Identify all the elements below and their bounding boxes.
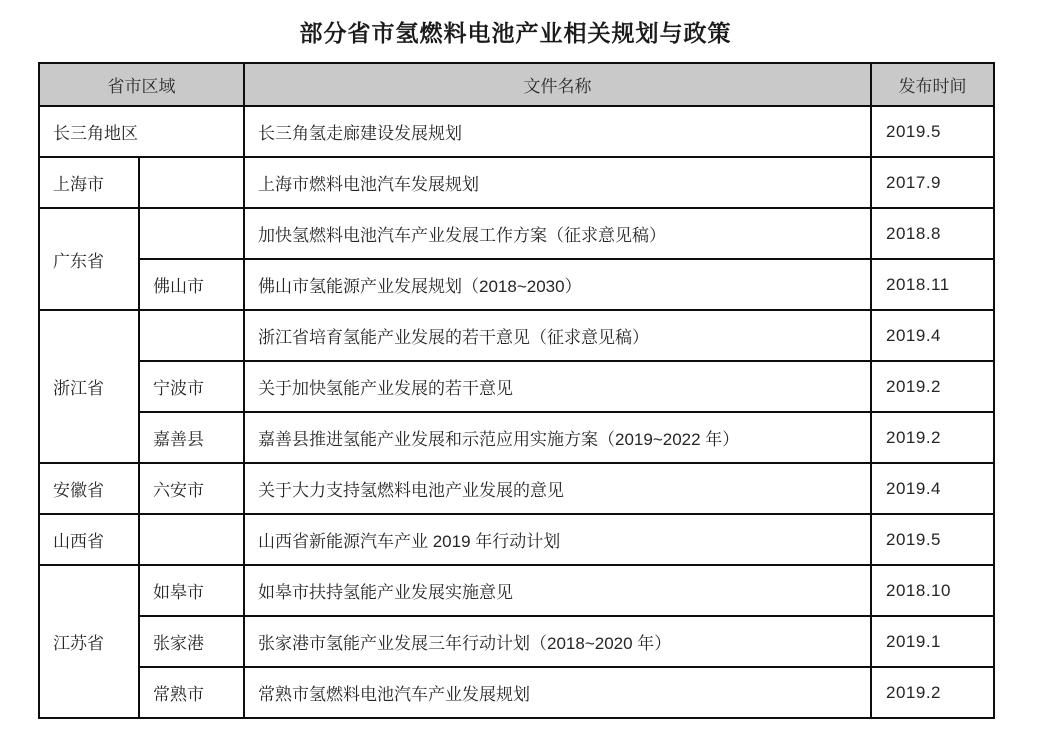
doc-cell: 山西省新能源汽车产业 2019 年行动计划 xyxy=(244,514,871,565)
doc-cell: 常熟市氢燃料电池汽车产业发展规划 xyxy=(244,667,871,718)
province-cell: 上海市 xyxy=(39,157,139,208)
city-cell xyxy=(139,514,244,565)
city-cell: 六安市 xyxy=(139,463,244,514)
date-cell: 2019.2 xyxy=(871,361,994,412)
province-cell: 安徽省 xyxy=(39,463,139,514)
doc-cell: 长三角氢走廊建设发展规划 xyxy=(244,106,871,157)
province-cell: 广东省 xyxy=(39,208,139,310)
city-cell: 如皋市 xyxy=(139,565,244,616)
table-row xyxy=(39,667,994,718)
date-cell: 2018.10 xyxy=(871,565,994,616)
city-cell: 常熟市 xyxy=(139,667,244,718)
table-row xyxy=(39,412,994,463)
table-row xyxy=(39,565,994,616)
date-cell: 2019.1 xyxy=(871,616,994,667)
date-cell: 2019.4 xyxy=(871,463,994,514)
date-cell: 2019.5 xyxy=(871,106,994,157)
policy-table xyxy=(38,62,995,719)
date-cell: 2018.11 xyxy=(871,259,994,310)
city-cell xyxy=(139,208,244,259)
table-row xyxy=(39,157,994,208)
doc-cell: 关于大力支持氢燃料电池产业发展的意见 xyxy=(244,463,871,514)
header-region: 省市区域 xyxy=(39,63,244,106)
doc-cell: 浙江省培育氢能产业发展的若干意见（征求意见稿） xyxy=(244,310,871,361)
city-cell: 佛山市 xyxy=(139,259,244,310)
doc-cell: 嘉善县推进氢能产业发展和示范应用实施方案（2019~2022 年） xyxy=(244,412,871,463)
doc-cell: 上海市燃料电池汽车发展规划 xyxy=(244,157,871,208)
table-header xyxy=(39,63,994,106)
city-cell xyxy=(139,310,244,361)
date-cell: 2018.8 xyxy=(871,208,994,259)
header-row xyxy=(39,63,994,106)
table-body xyxy=(39,106,994,718)
city-cell: 嘉善县 xyxy=(139,412,244,463)
date-cell: 2019.5 xyxy=(871,514,994,565)
table-row xyxy=(39,616,994,667)
table-row xyxy=(39,208,994,259)
table-row xyxy=(39,259,994,310)
doc-cell: 如皋市扶持氢能产业发展实施意见 xyxy=(244,565,871,616)
province-cell: 浙江省 xyxy=(39,310,139,463)
date-cell: 2017.9 xyxy=(871,157,994,208)
table-row xyxy=(39,514,994,565)
table-row xyxy=(39,463,994,514)
table-row xyxy=(39,106,994,157)
header-date: 发布时间 xyxy=(871,63,994,106)
date-cell: 2019.4 xyxy=(871,310,994,361)
header-doc: 文件名称 xyxy=(244,63,871,106)
doc-cell: 张家港市氢能产业发展三年行动计划（2018~2020 年） xyxy=(244,616,871,667)
page-title: 部分省市氢燃料电池产业相关规划与政策 xyxy=(299,20,732,46)
city-cell: 张家港 xyxy=(139,616,244,667)
table-row xyxy=(39,310,994,361)
doc-cell: 关于加快氢能产业发展的若干意见 xyxy=(244,361,871,412)
province-cell: 江苏省 xyxy=(39,565,139,718)
doc-cell: 加快氢燃料电池汽车产业发展工作方案（征求意见稿） xyxy=(244,208,871,259)
date-cell: 2019.2 xyxy=(871,412,994,463)
table-row xyxy=(39,361,994,412)
province-cell: 山西省 xyxy=(39,514,139,565)
city-cell xyxy=(139,157,244,208)
date-cell: 2019.2 xyxy=(871,667,994,718)
city-cell: 宁波市 xyxy=(139,361,244,412)
doc-cell: 佛山市氢能源产业发展规划（2018~2030） xyxy=(244,259,871,310)
province-cell: 长三角地区 xyxy=(39,106,244,157)
